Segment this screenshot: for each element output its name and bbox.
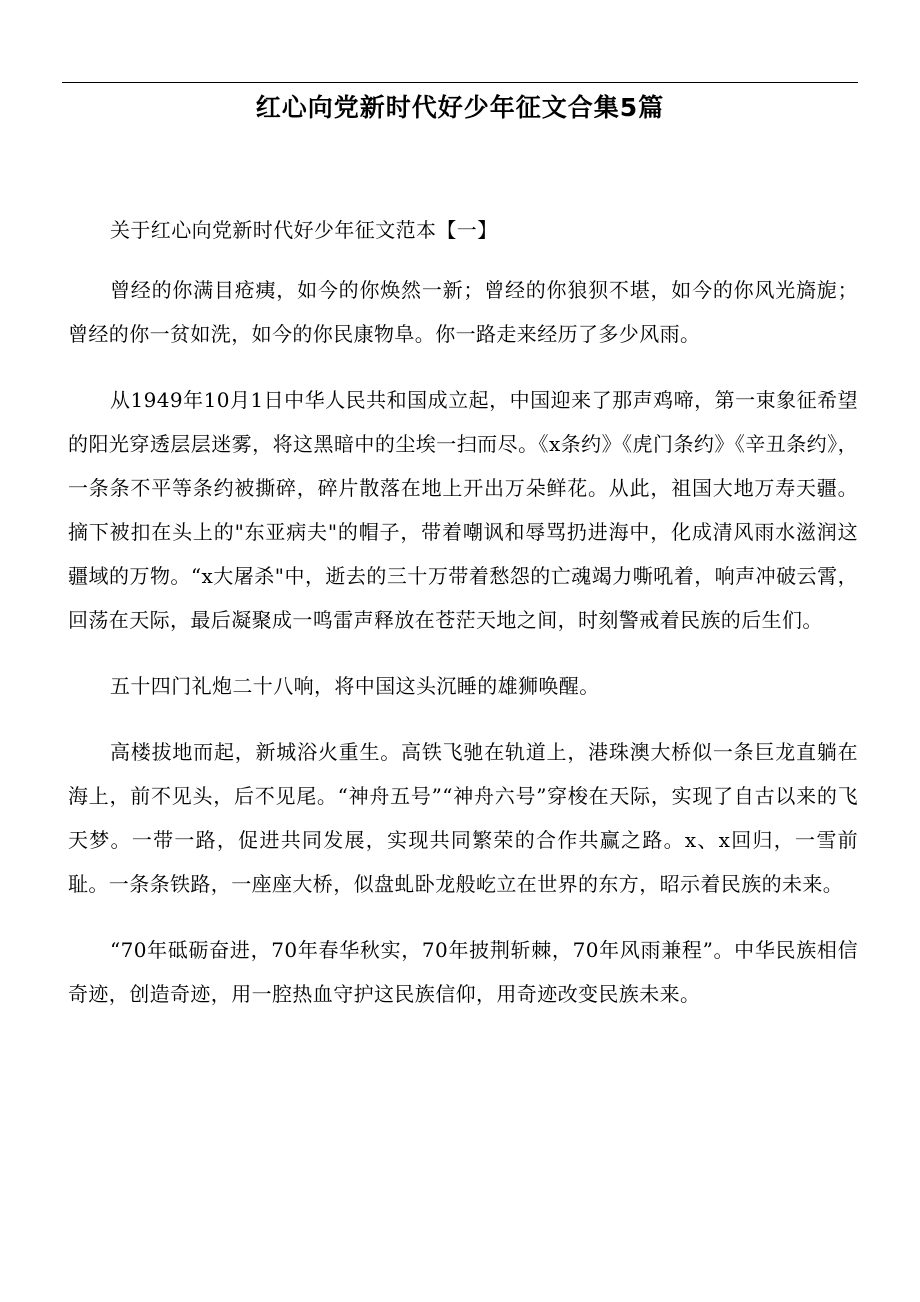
paragraph-3: 五十四门礼炮二十八响，将中国这头沉睡的雄狮唤醒。: [110, 674, 600, 698]
paragraph-5: “70年砥砺奋进，70年春华秋实，70年披荆斩棘，70年风雨兼程”。中华民族相信奇迹，创造奇迹，用一腔热血守护这民族信仰，用奇迹改变民族未来。: [68, 938, 858, 1006]
section-heading: 关于红心向党新时代好少年征文范本【一】: [110, 218, 498, 242]
paragraph-1: 曾经的你满目疮痍，如今的你焕然一新；曾经的你狼狈不堪，如今的你风光旖旎；曾经的你一贫如洗，如今的你民康物阜。你一路走来经历了多少风雨。: [68, 278, 858, 346]
document-body: [68, 208, 858, 1038]
paragraph-2: 从1949年10月1日中华人民共和国成立起，中国迎来了那声鸡啼，第一束象征希望的阳光穿透层层迷雾，将这黑暗中的尘埃一扫而尽。《x条约》《虎门条约》《辛丑条约》，一条条不平等条约被撕碎，碎片散落在地上开出万朵鲜花。从此，祖国大地万寿天疆。摘下被扣在头上的"东亚病夫"的帽子，带着嘲讽和辱骂扔进海中，化成清风雨水滋润这疆域的万物。“x大屠杀"中，逝去的三十万带着愁怨的亡魂竭力嘶吼着，响声冲破云霄，回荡在天际，最后凝聚成一鸣雷声释放在苍茫天地之间，时刻警戒着民族的后生们。: [68, 388, 858, 632]
paragraph-4: 高楼拔地而起，新城浴火重生。高铁飞驰在轨道上，港珠澳大桥似一条巨龙直躺在海上，前不见头，后不见尾。“神舟五号”“神舟六号”穿梭在天际，实现了自古以来的飞天梦。一带一路，促进共同发展，实现共同繁荣的合作共赢之路。x、x回归，一雪前耻。一条条铁路，一座座大桥，似盘虬卧龙般屹立在世界的东方，昭示着民族的未来。: [68, 740, 858, 896]
header-rule: [62, 82, 858, 83]
document-title: 红心向党新时代好少年征文合集5篇: [255, 93, 665, 122]
